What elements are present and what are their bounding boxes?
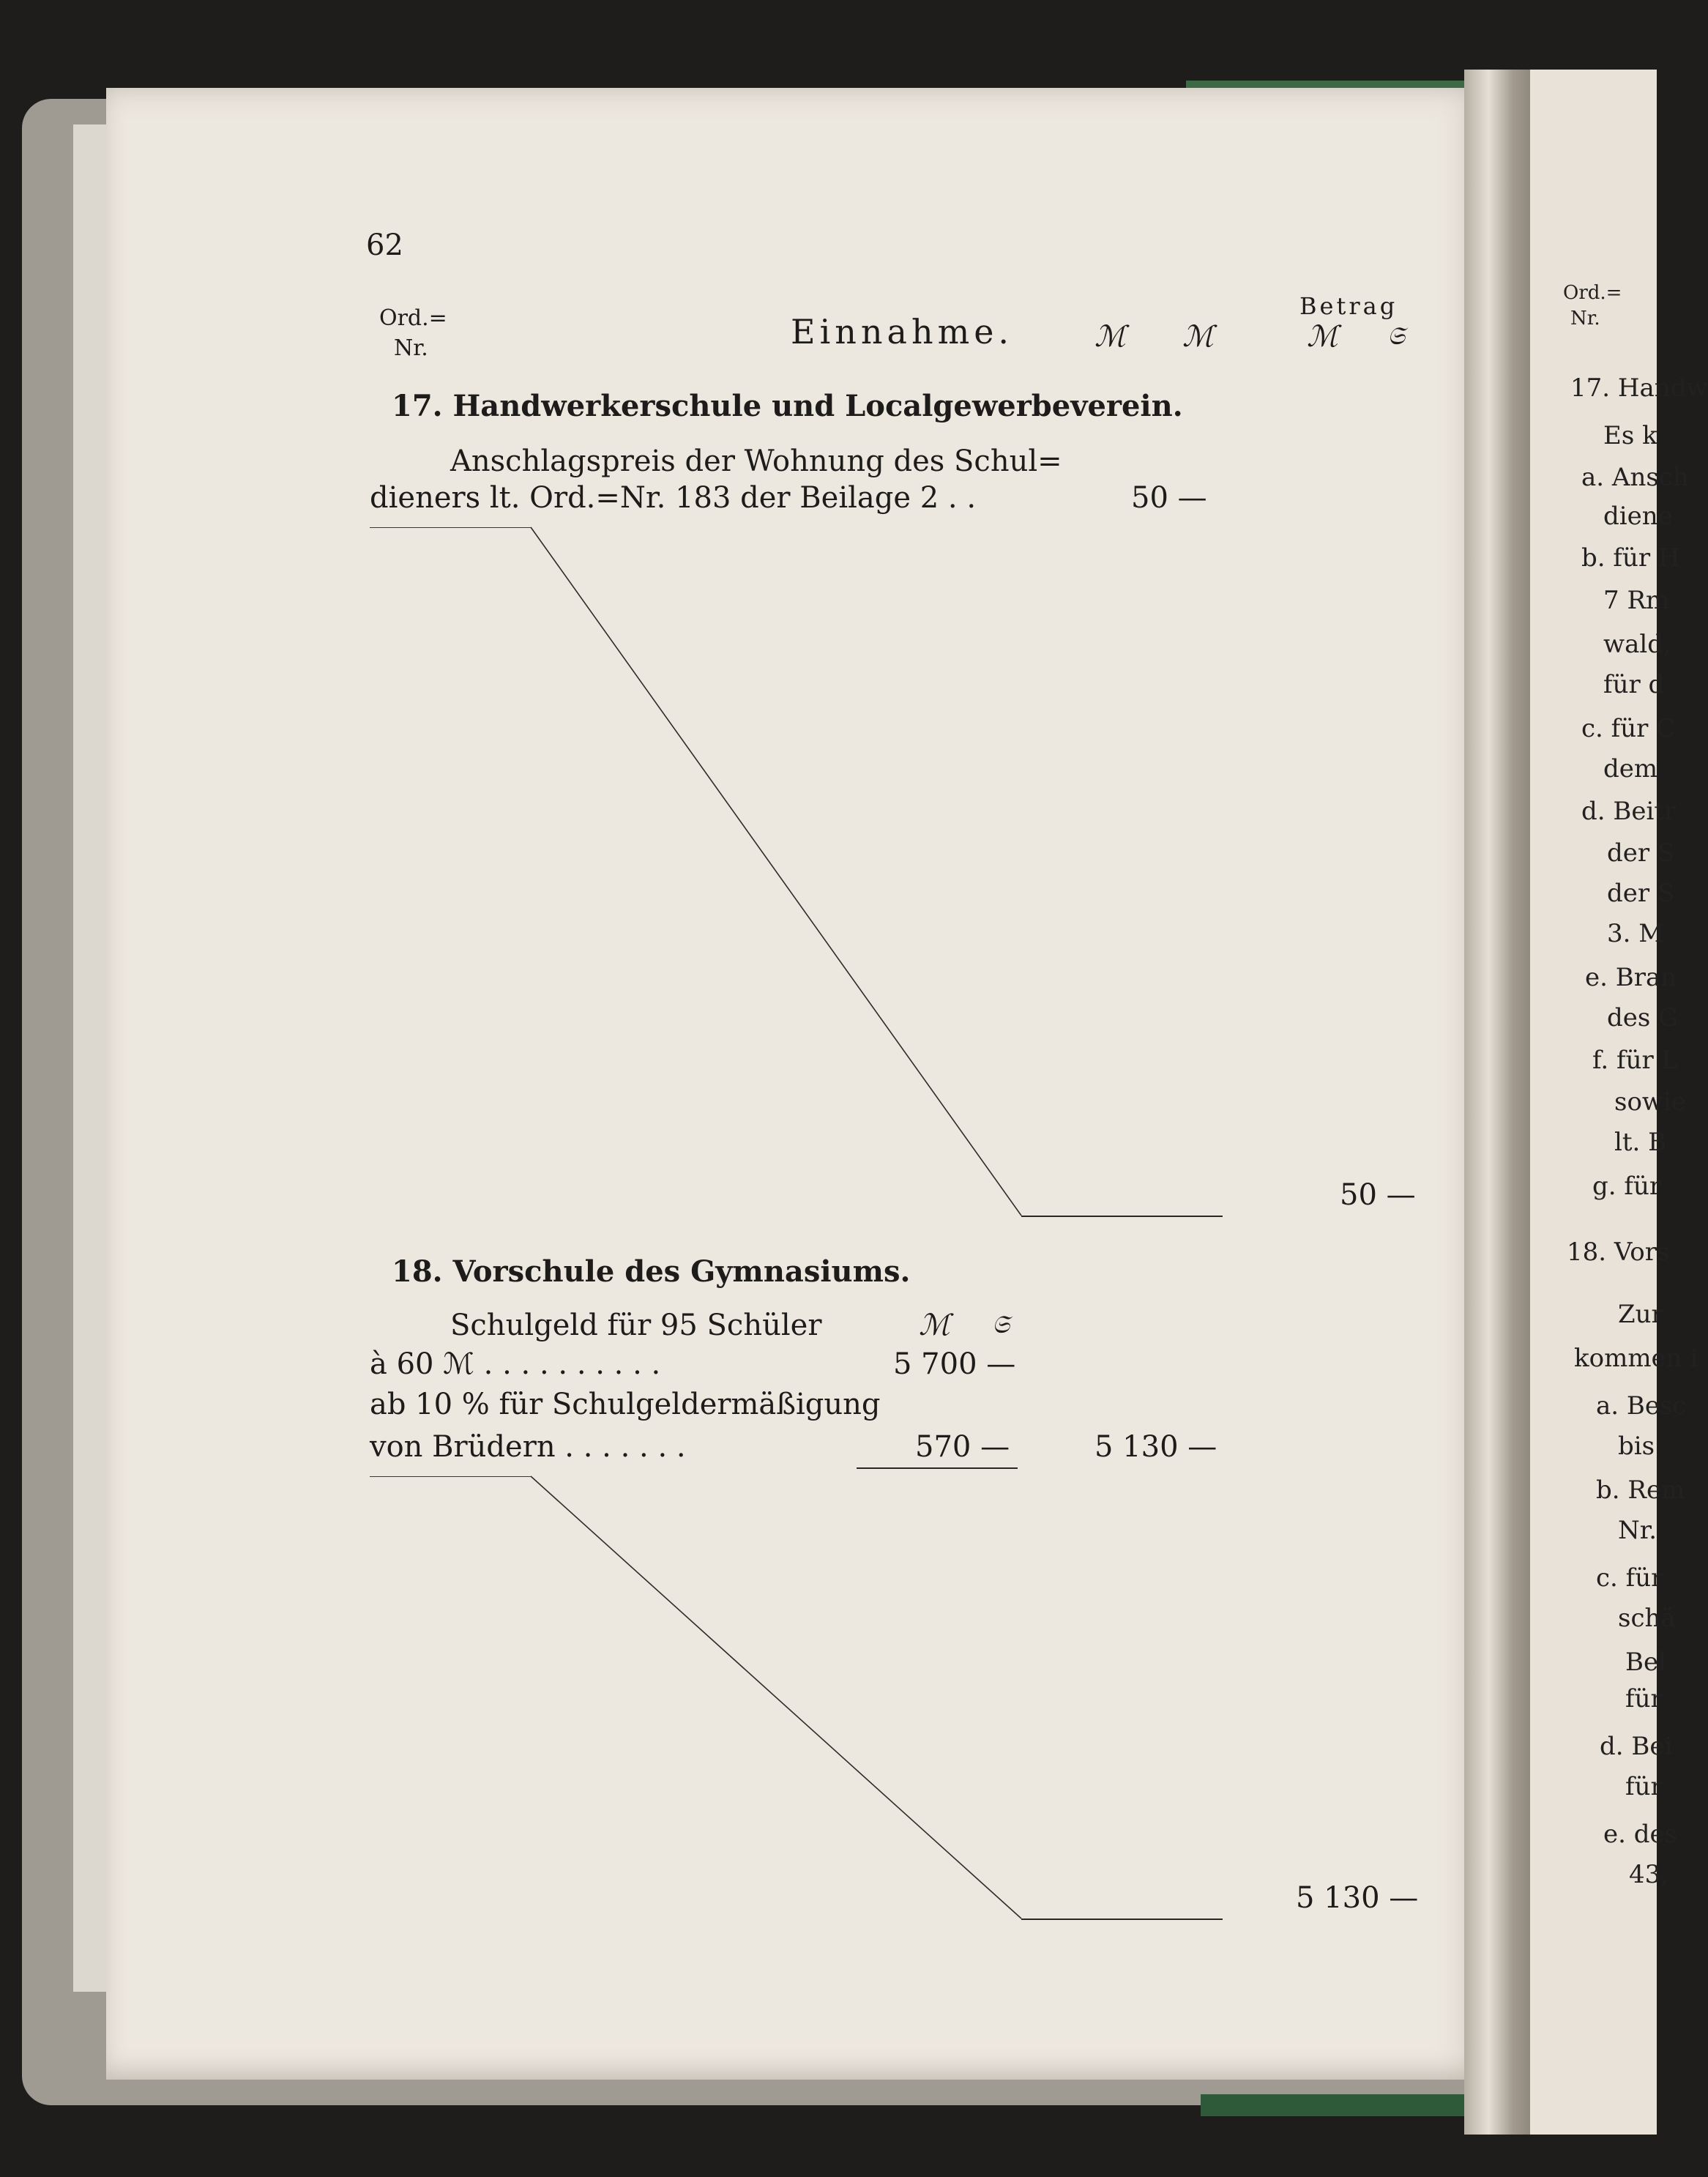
section-18-line-3: ab 10 % für Schulgeldermäßigung — [370, 1388, 881, 1421]
section-18-subtotal-rule — [857, 1467, 1018, 1469]
right-page-line: 17. Handw — [1570, 373, 1708, 403]
page-title: Einnahme. — [791, 312, 1014, 351]
section-18-subtotal: 5 130 — — [1094, 1430, 1217, 1464]
right-page-line: für — [1625, 1772, 1663, 1801]
right-page-line: a. Ansch — [1581, 463, 1689, 492]
section-17-heading: 17. Handwerkerschule und Localgewerbeverein. — [392, 389, 1183, 423]
pfennig-mark-col3: 𝔖 — [1387, 321, 1405, 351]
right-page-line: a. Besc — [1596, 1391, 1687, 1421]
right-page-line: wald, — [1603, 630, 1671, 659]
right-page-line: f. für L — [1592, 1046, 1679, 1075]
section-17-total-rule — [1021, 1216, 1223, 1217]
right-page-line: b. für H — [1581, 543, 1680, 573]
right-page-line: c. für — [1596, 1563, 1663, 1593]
right-page-line: des G — [1607, 1003, 1679, 1032]
section-17-line-1: Anschlagspreis der Wohnung des Schul= — [450, 444, 1062, 478]
section-18-line-2: à 60 ℳ . . . . . . . . . . — [370, 1347, 661, 1381]
page-number: 62 — [366, 228, 403, 262]
right-page-header-nr: Nr. — [1570, 308, 1600, 330]
right-page-line: sowie — [1614, 1087, 1687, 1117]
section-18-diagonal — [531, 1476, 1021, 1919]
section-18-rule — [370, 1476, 531, 1477]
right-page-line: d. Beitr — [1581, 797, 1677, 826]
right-page-line: c. für C — [1581, 714, 1676, 743]
section-17-total: 50 — — [1340, 1178, 1416, 1212]
right-page-line: e. des — [1603, 1820, 1678, 1849]
right-page-header-ord: Ord.= — [1563, 282, 1622, 304]
ord-label: Ord.= — [379, 305, 447, 331]
right-page-line: Es k — [1603, 421, 1657, 450]
currency-mark-col1: ℳ — [1094, 320, 1126, 354]
right-page-line: kommen i — [1574, 1344, 1698, 1373]
right-page-line: 18. Vors — [1567, 1238, 1670, 1267]
right-page-line: Zur — [1618, 1300, 1663, 1329]
right-page-line: für — [1625, 1684, 1663, 1713]
right-page-line: b. Rem — [1596, 1475, 1685, 1505]
right-page-line: der S — [1607, 838, 1675, 868]
section-18-total: 5 130 — — [1296, 1881, 1419, 1915]
right-page-line: 7 Rm — [1603, 586, 1670, 615]
right-page-line: 43, — [1629, 1860, 1669, 1889]
right-page-line: für d — [1603, 670, 1665, 699]
betrag-label: Betrag — [1299, 292, 1398, 320]
right-page-line: Nr. — [1618, 1516, 1657, 1545]
section-18-currency-mark: ℳ — [919, 1309, 950, 1342]
nr-label: Nr. — [394, 335, 428, 361]
right-page-line: dem — [1603, 754, 1658, 784]
right-page-line: diene — [1603, 502, 1673, 531]
currency-mark-col2: ℳ — [1182, 320, 1214, 354]
section-18-heading: 18. Vorschule des Gymnasiums. — [392, 1254, 911, 1289]
right-page-line: der S — [1607, 879, 1675, 908]
section-17-diagonal — [531, 527, 1021, 1216]
right-page-line: schä — [1618, 1604, 1676, 1633]
section-18-line-1: Schulgeld für 95 Schüler — [450, 1309, 822, 1342]
section-18-line-4: von Brüdern . . . . . . . — [370, 1430, 686, 1464]
section-18-line-2-amount: 5 700 — — [893, 1347, 1016, 1381]
right-page-line: d. Bei — [1600, 1732, 1673, 1761]
currency-mark-col3: ℳ — [1307, 320, 1338, 354]
section-18-total-rule — [1021, 1919, 1223, 1920]
right-page-line: g. für — [1592, 1172, 1662, 1201]
right-page-line: e. Bran — [1585, 963, 1677, 992]
section-18-line-4-amount: 570 — — [915, 1430, 1010, 1464]
section-17-amount: 50 — — [1131, 481, 1207, 515]
section-18-pfennig-mark: 𝔖 — [992, 1310, 1010, 1339]
right-page-line: 3. M — [1607, 919, 1665, 948]
right-page-line: lt. B — [1614, 1128, 1667, 1157]
right-page-line: Bel — [1625, 1648, 1666, 1677]
right-page-line: bis — [1618, 1432, 1655, 1461]
section-17-line-2: dieners lt. Ord.=Nr. 183 der Beilage 2 . . — [370, 481, 977, 515]
